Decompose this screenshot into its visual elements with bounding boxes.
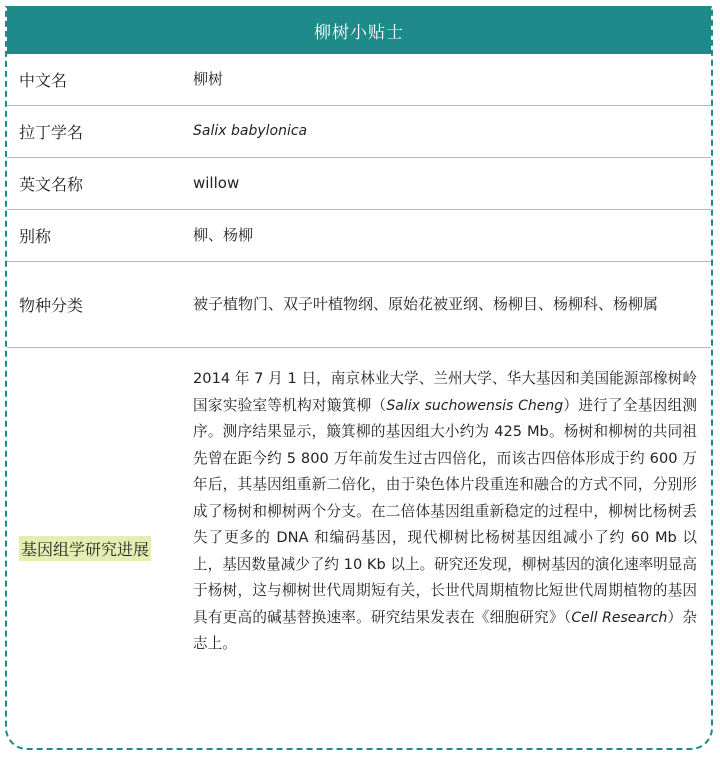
card-title: 柳树小贴士	[7, 6, 711, 54]
row-label: 别称	[19, 227, 52, 246]
table-row	[7, 54, 711, 106]
row-label: 拉丁学名	[19, 123, 84, 142]
row-label	[7, 348, 193, 748]
latin-species-name: Salix suchowensis Cheng	[386, 397, 564, 414]
research-text: ）进行了全基因组测序。测序结果显示，簸箕柳的基因组大小约为 425 Mb。杨树和柳树的共同祖先曾在距今约 5 800 万年前发生过古四倍化，而该古四倍体形成于约 600 万年后，其基因组重新二倍化，由于染色体片段重连和融合的方式不同，分别形成了杨树和柳树两个分支。在二倍体基因组重新稳定的过程中，柳树比杨树丢失了更多的 DNA 和编码基因，现代柳树比杨树基因组减小了约 60 Mb 以上，基因数量减少了约 10 Kb 以上。研究还发现，柳树基因的演化速率明显高于杨树，这与柳树世代周期短有关，长世代周期植物比短世代周期植物的基因具有更高的碱基替换速率。研究结果发表在《细胞研究》（	[193, 396, 697, 626]
table-row	[7, 158, 711, 210]
latin-journal-name: Cell Research	[571, 609, 668, 626]
info-card	[5, 6, 713, 750]
table-row	[7, 348, 711, 748]
research-text: 2014 年 7 月 1 日，南京林业大学、兰州大学、华大基因和美国能源部橡树岭国家实验室等机构对簸箕柳（	[193, 370, 697, 414]
row-value: 柳、杨柳	[193, 226, 254, 245]
row-label: 物种分类	[19, 296, 84, 315]
table-row	[7, 106, 711, 158]
table-row	[7, 262, 711, 348]
highlighted-label: 基因组学研究进展	[19, 536, 151, 561]
table-row	[7, 210, 711, 262]
research-paragraph	[193, 366, 697, 658]
row-value-latin-name: Salix babylonica	[193, 123, 308, 140]
research-text: ）杂志上。	[193, 608, 697, 652]
row-value-research	[193, 348, 711, 748]
row-label: 英文名称	[19, 175, 84, 194]
row-value: 被子植物门、双子叶植物纲、原始花被亚纲、杨柳目、杨柳科、杨柳属	[193, 295, 659, 314]
row-value: willow	[193, 174, 240, 193]
row-value: 柳树	[193, 70, 224, 89]
row-label: 中文名	[19, 71, 68, 90]
